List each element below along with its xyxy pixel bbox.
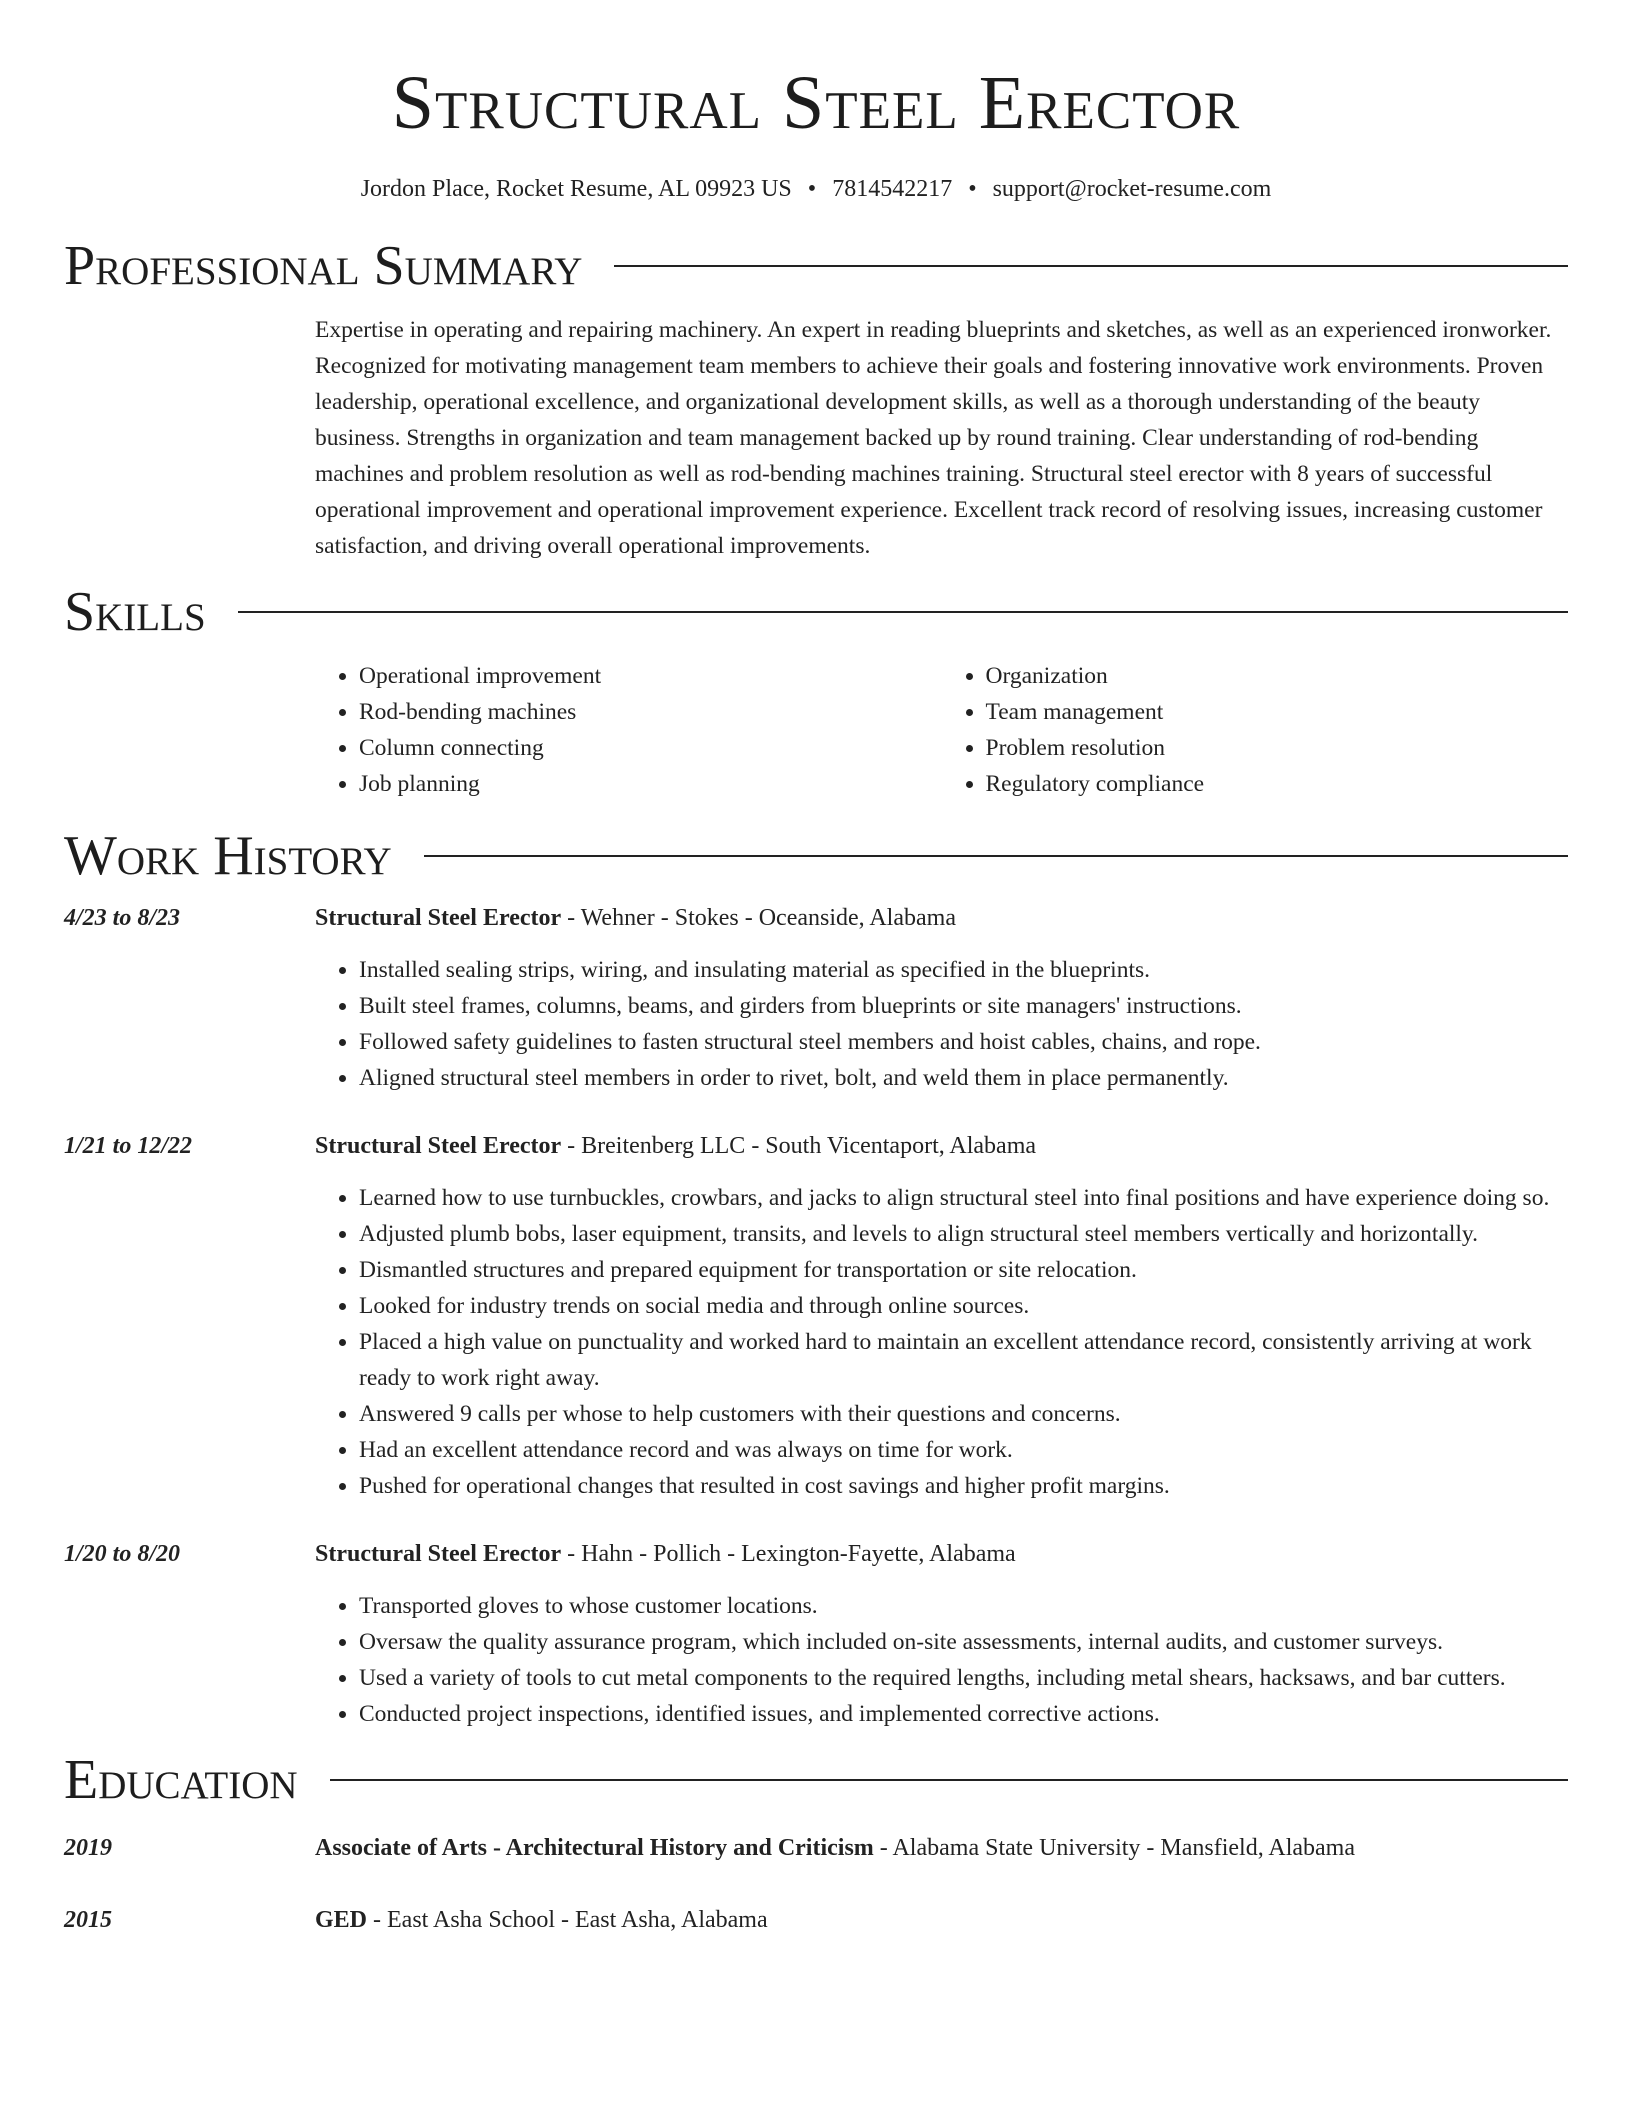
summary-title: Professional Summary: [64, 235, 583, 297]
job-bullet: • Followed safety guidelines to fasten structural steel members and hoist cables, chains, and rope.: [359, 1024, 1568, 1060]
job-role: Structural Steel Erector: [315, 1133, 562, 1159]
job-header: [64, 900, 1568, 936]
section-divider: [330, 1779, 1568, 1781]
skills-list: [315, 658, 1568, 802]
skills-column-right: [942, 658, 1569, 802]
contact-phone: 7814542217: [832, 176, 953, 202]
skill-item: • Team management: [986, 694, 1569, 730]
job-bullet: • Aligned structural steel members in order to rivet, bolt, and weld them in place permanently.: [359, 1060, 1568, 1096]
education-details: - East Asha School - East Asha, Alabama: [367, 1907, 768, 1933]
job-bullets: [315, 1180, 1568, 1504]
job-role: Structural Steel Erector: [315, 1541, 562, 1567]
skill-item: • Regulatory compliance: [986, 766, 1569, 802]
skill-item: • Column connecting: [359, 730, 942, 766]
education-year: 2019: [64, 1835, 112, 1861]
job-bullet: • Placed a high value on punctuality and worked hard to maintain an excellent attendance record, consistently arriving at work ready to work right away.: [359, 1324, 1568, 1396]
job-bullet: • Adjusted plumb bobs, laser equipment, transits, and levels to align structural steel members vertically and horizontally.: [359, 1216, 1568, 1252]
skills-column-left: [315, 658, 942, 802]
work-title: Work History: [64, 825, 392, 887]
education-entry: [64, 1830, 1568, 1866]
education-section: [64, 1748, 1568, 1938]
summary-text: Expertise in operating and repairing machinery. An expert in reading blueprints and sketches, as well as an experienced ironworker. Recognized for motivating management team members to achieve their goals and fostering innovative work environments. Proven leadership, operational excellence, and organizational development skills, as well as a thorough understanding of the beauty business. Strengths in organization and team management backed up by round training. Clear understanding of rod-bending machines and problem resolution as well as rod-bending machines training. Structural steel erector with 8 years of successful operational improvement and operational improvement experience. Excellent track record of resolving issues, increasing customer satisfaction, and driving overall operational improvements.: [315, 317, 1552, 559]
skill-item: • Operational improvement: [359, 658, 942, 694]
job-bullet: • Looked for industry trends on social media and through online sources.: [359, 1288, 1568, 1324]
job-dates: 1/20 to 8/20: [64, 1541, 181, 1567]
job-bullet: • Built steel frames, columns, beams, and girders from blueprints or site managers' instructions.: [359, 988, 1568, 1024]
skill-item: • Job planning: [359, 766, 942, 802]
job-role: Structural Steel Erector: [315, 905, 562, 931]
job-bullet: • Answered 9 calls per whose to help customers with their questions and concerns.: [359, 1396, 1568, 1432]
skills-header: [64, 580, 1568, 644]
section-divider: [238, 611, 1568, 613]
education-degree: Associate of Arts - Architectural History and Criticism: [315, 1835, 874, 1861]
job-title-line: [315, 900, 1568, 936]
contact-address: Jordon Place, Rocket Resume, AL 09923 US: [360, 176, 792, 202]
education-line: [315, 1830, 1568, 1866]
education-line: [315, 1902, 1568, 1938]
job-entry: [64, 1536, 1568, 1732]
job-title-line: [315, 1128, 1568, 1164]
contact-line: [64, 174, 1568, 204]
job-bullet: • Pushed for operational changes that resulted in cost savings and higher profit margins.: [359, 1468, 1568, 1504]
job-header: [64, 1536, 1568, 1572]
job-bullet: • Oversaw the quality assurance program, which included on-site assessments, internal audits, and customer surveys.: [359, 1624, 1568, 1660]
section-divider: [614, 265, 1568, 267]
job-entry: [64, 900, 1568, 1096]
job-bullet: • Dismantled structures and prepared equipment for transportation or site relocation.: [359, 1252, 1568, 1288]
skills-title: Skills: [64, 581, 206, 643]
education-header: [64, 1748, 1568, 1812]
summary-section: [64, 234, 1568, 564]
skill-item: • Rod-bending machines: [359, 694, 942, 730]
skills-section: [64, 580, 1568, 802]
job-details: - Hahn - Pollich - Lexington-Fayette, Alabama: [561, 1541, 1016, 1567]
work-header: [64, 824, 1568, 888]
education-year: 2015: [64, 1907, 112, 1933]
job-entry: [64, 1128, 1568, 1504]
skill-item: • Problem resolution: [986, 730, 1569, 766]
education-entry: [64, 1902, 1568, 1938]
job-bullets: [315, 952, 1568, 1096]
job-title-line: [315, 1536, 1568, 1572]
job-dates: 4/23 to 8/23: [64, 905, 181, 931]
job-details: - Wehner - Stokes - Oceanside, Alabama: [561, 905, 956, 931]
contact-email: support@rocket-resume.com: [992, 176, 1272, 202]
job-bullet: • Used a variety of tools to cut metal components to the required lengths, including metal shears, hacksaws, and bar cutters.: [359, 1660, 1568, 1696]
job-bullet: • Conducted project inspections, identified issues, and implemented corrective actions.: [359, 1696, 1568, 1732]
skill-item: • Organization: [986, 658, 1569, 694]
job-bullet: • Had an excellent attendance record and was always on time for work.: [359, 1432, 1568, 1468]
resume-name: Structural Steel Erector: [391, 61, 1241, 145]
contact-separator: •: [968, 176, 977, 202]
education-degree: GED: [315, 1907, 368, 1933]
job-bullets: [315, 1588, 1568, 1732]
job-details: - Breitenberg LLC - South Vicentaport, Alabama: [561, 1133, 1037, 1159]
job-bullet: • Learned how to use turnbuckles, crowbars, and jacks to align structural steel into final positions and have experience doing so.: [359, 1180, 1568, 1216]
job-header: [64, 1128, 1568, 1164]
job-bullet: • Installed sealing strips, wiring, and insulating material as specified in the blueprints.: [359, 952, 1568, 988]
summary-header: [64, 234, 1568, 298]
education-title: Education: [64, 1749, 298, 1811]
job-dates: 1/21 to 12/22: [64, 1133, 193, 1159]
section-divider: [424, 855, 1568, 857]
job-bullet: • Transported gloves to whose customer locations.: [359, 1588, 1568, 1624]
education-details: - Alabama State University - Mansfield, Alabama: [873, 1835, 1356, 1861]
contact-separator: •: [807, 176, 817, 202]
work-section: [64, 824, 1568, 1732]
